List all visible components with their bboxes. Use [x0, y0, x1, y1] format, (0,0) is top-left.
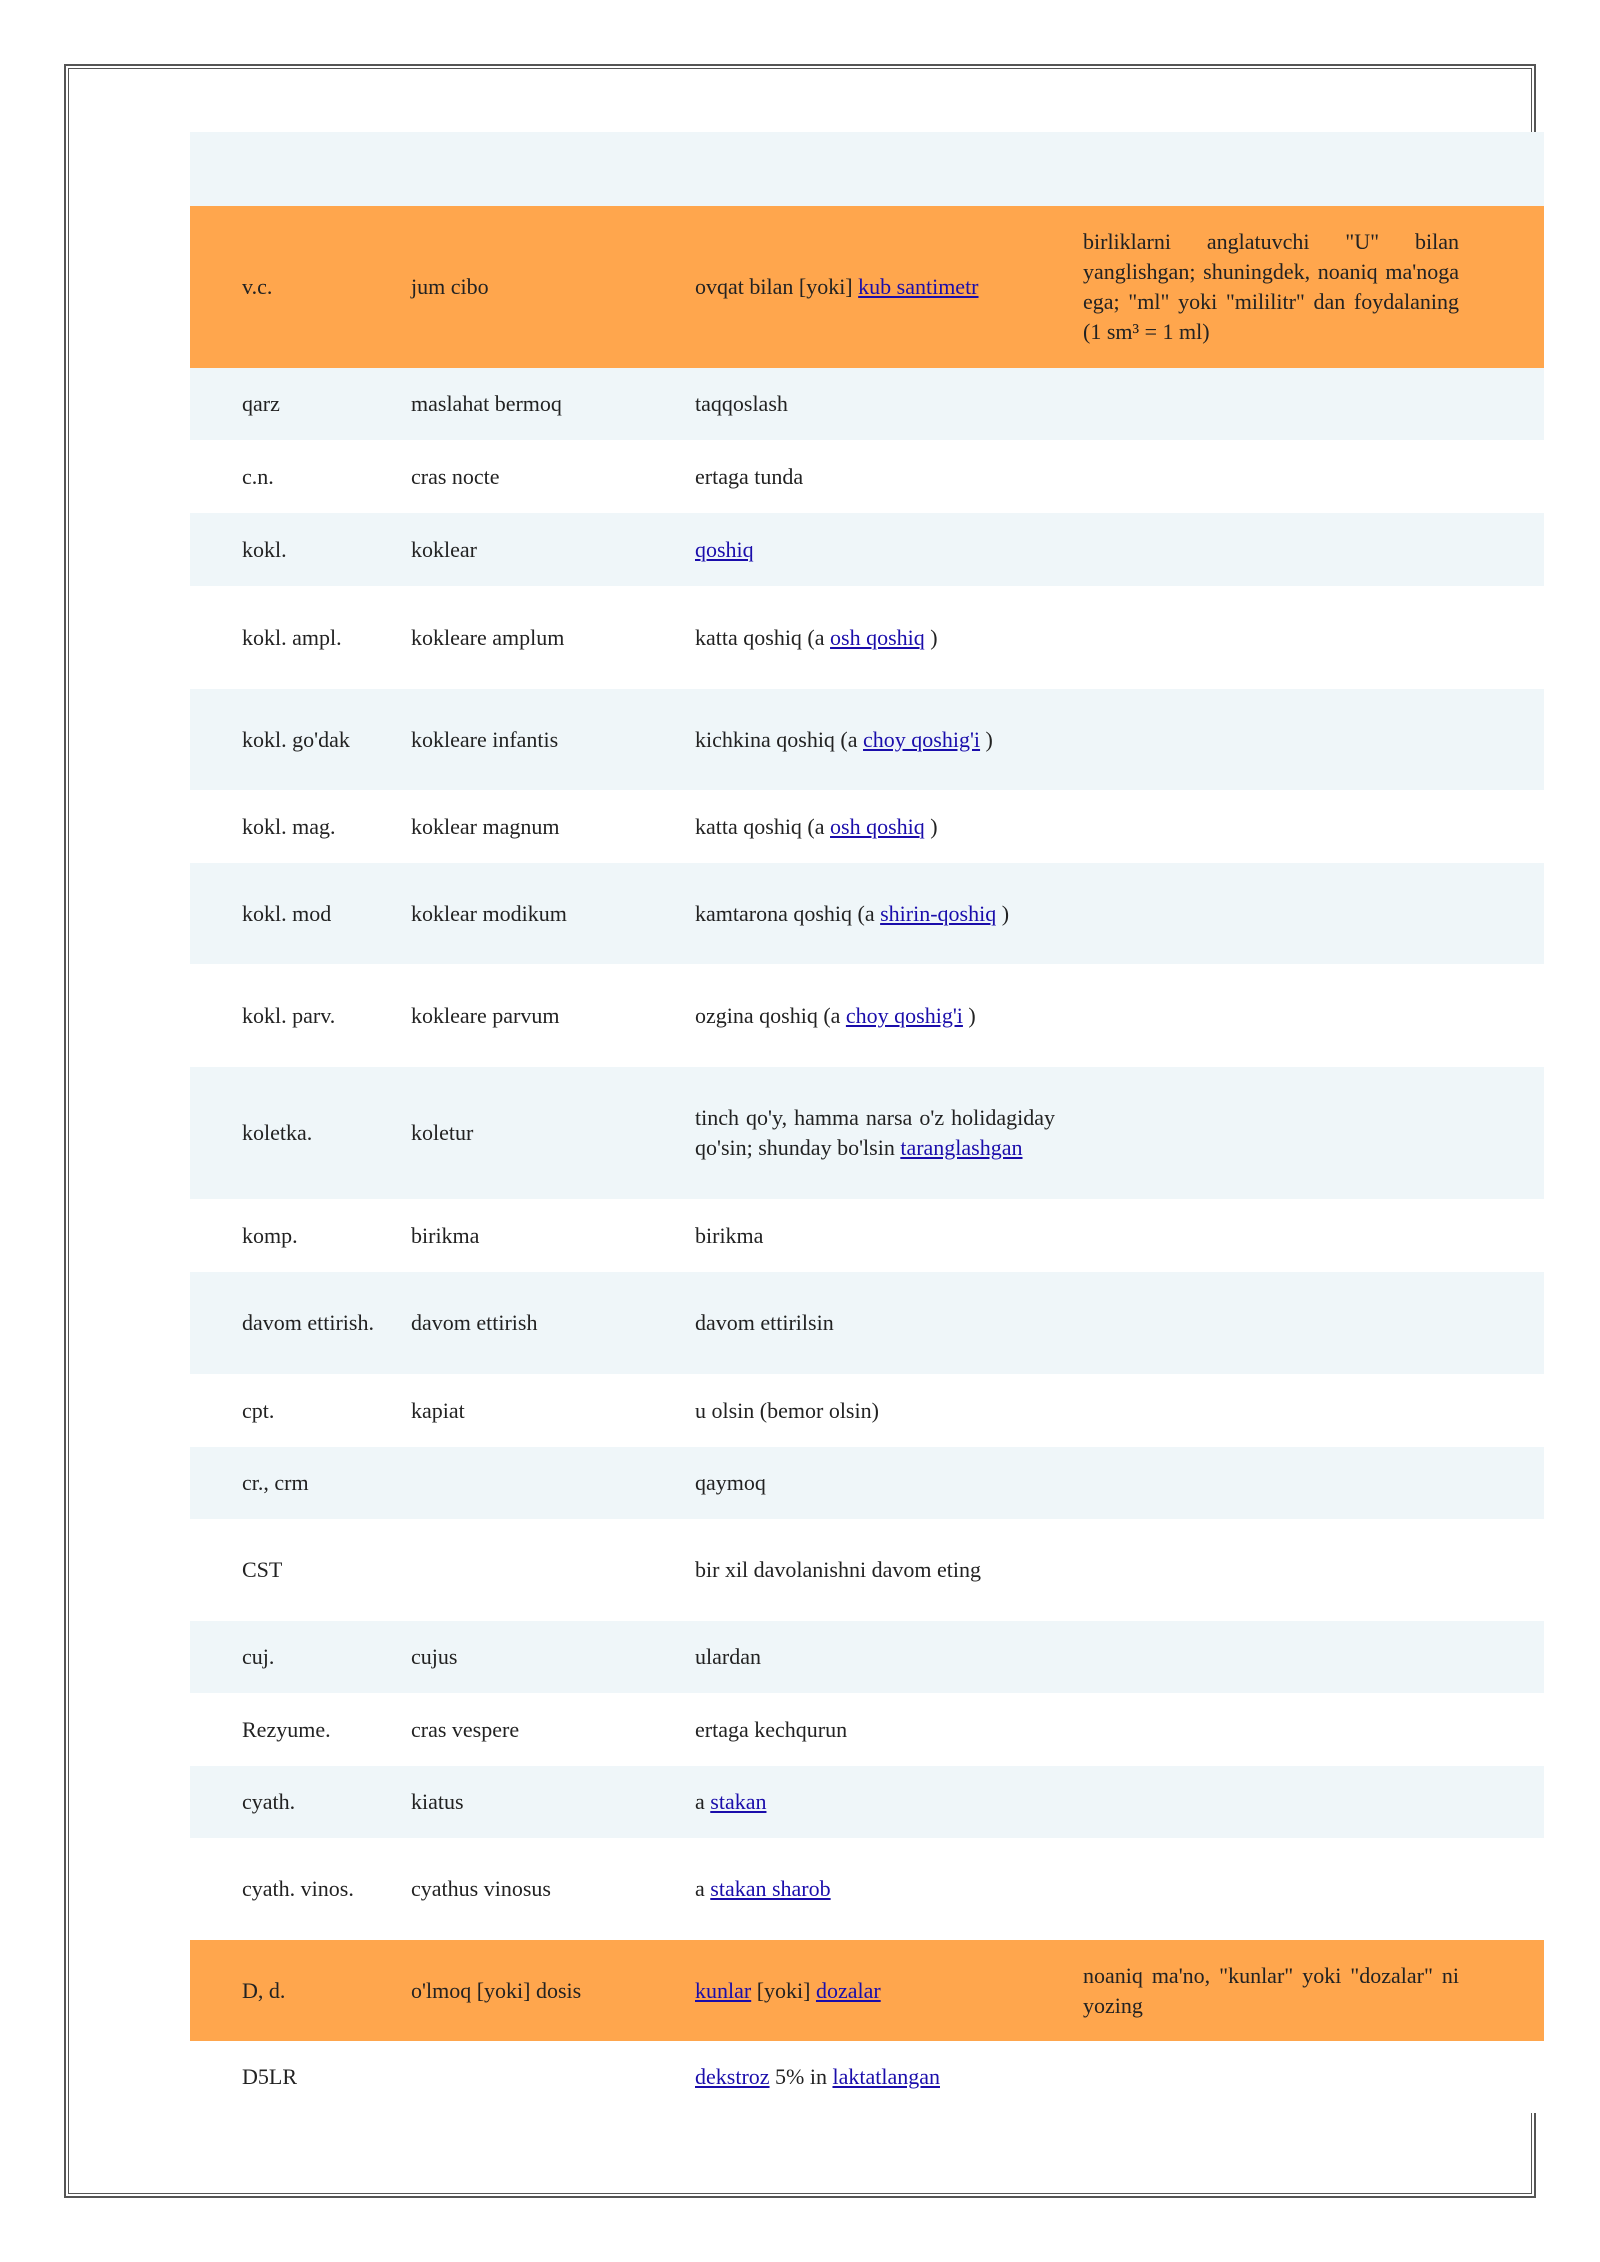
abbreviation-cell: cpt.: [242, 1397, 275, 1423]
abbreviation-cell: kokl. parv.: [242, 1002, 336, 1028]
spacer-cell: [1473, 964, 1544, 1067]
table-row: [190, 1519, 1544, 1621]
meaning-cell: [681, 2041, 1069, 2113]
note-cell: [1069, 1067, 1473, 1199]
meaning-text: ): [924, 813, 938, 839]
meaning-cell: [681, 964, 1069, 1067]
note-cell: [1069, 790, 1473, 863]
term-link[interactable]: kub santimetr: [858, 274, 979, 299]
table-row: [190, 689, 1544, 790]
spacer-cell: [1473, 513, 1544, 586]
spacer-cell: [1473, 132, 1544, 206]
spacer-cell: [1473, 206, 1544, 368]
spacer-cell: [1473, 1067, 1544, 1199]
spacer-cell: [1473, 1766, 1544, 1838]
latin-cell: [397, 132, 681, 206]
meaning-cell: [681, 1067, 1069, 1199]
abbreviation-cell: kokl. mod: [242, 900, 332, 926]
meaning-text: katta qoshiq (a: [695, 813, 831, 839]
term-link[interactable]: laktatlangan: [832, 2064, 940, 2089]
latin-cell: koklear modikum: [411, 900, 567, 926]
spacer-cell: [1473, 1838, 1544, 1940]
table-row: [190, 1272, 1544, 1374]
note-cell: [1069, 132, 1473, 206]
meaning-cell: [681, 1272, 1069, 1374]
note-cell: [1069, 1766, 1473, 1838]
meaning-cell: [681, 1838, 1069, 1940]
meaning-cell: [681, 689, 1069, 790]
term-link[interactable]: dekstroz: [695, 2064, 770, 2089]
spacer-cell: [1473, 1447, 1544, 1519]
meaning-text: ertaga kechqurun: [695, 1716, 848, 1742]
latin-cell: davom ettirish: [411, 1310, 538, 1335]
table-row: [190, 1838, 1544, 1940]
table-row: [190, 586, 1544, 689]
meaning-text: ): [924, 624, 938, 650]
table-row: [190, 440, 1544, 513]
abbreviation-cell: komp.: [242, 1222, 298, 1248]
table-row: [190, 1766, 1544, 1838]
latin-cell: birikma: [411, 1222, 480, 1248]
term-link[interactable]: taranglashgan: [900, 1135, 1023, 1160]
meaning-cell: [681, 1621, 1069, 1693]
latin-cell: cras vespere: [411, 1716, 520, 1742]
abbreviation-cell: CST: [242, 1557, 283, 1582]
meaning-text: qaymoq: [695, 1470, 766, 1495]
meaning-text: [yoki]: [751, 1977, 816, 2003]
note-cell: noaniq ma'no, "kunlar" yoki "dozalar" ni yozing: [1083, 1962, 1459, 2018]
meaning-cell: [681, 1693, 1069, 1766]
term-link[interactable]: osh qoshiq: [830, 624, 925, 650]
meaning-text: a: [695, 1876, 711, 1901]
spacer-cell: [1473, 1621, 1544, 1693]
abbreviation-cell: kokl. mag.: [242, 813, 336, 839]
abbreviation-cell: cuj.: [242, 1644, 275, 1669]
spacer-cell: [1473, 1519, 1544, 1621]
meaning-text: kamtarona qoshiq (a: [695, 900, 881, 926]
latin-cell: maslahat bermoq: [411, 391, 562, 416]
note-cell: [1069, 586, 1473, 689]
latin-cell: [397, 2041, 681, 2113]
note-cell: [1069, 1838, 1473, 1940]
meaning-cell: [681, 513, 1069, 586]
latin-cell: kiatus: [411, 1789, 464, 1814]
note-cell: [1069, 368, 1473, 440]
latin-cell: cras nocte: [411, 463, 500, 489]
note-cell: [1069, 1447, 1473, 1519]
note-cell: [1069, 440, 1473, 513]
abbreviations-table: [190, 132, 1544, 2113]
meaning-text: ertaga tunda: [695, 463, 804, 489]
meaning-cell: [681, 206, 1069, 368]
latin-cell: koletur: [411, 1120, 474, 1145]
meaning-text: ): [980, 726, 993, 752]
meaning-cell: [681, 1199, 1069, 1272]
meaning-text: ): [996, 900, 1010, 926]
latin-cell: kapiat: [411, 1397, 465, 1423]
latin-cell: koklear: [411, 536, 477, 562]
table-row: [190, 1447, 1544, 1519]
note-cell: [1069, 1272, 1473, 1374]
note-cell: [1069, 513, 1473, 586]
spacer-cell: [1473, 368, 1544, 440]
spacer-cell: [1473, 586, 1544, 689]
meaning-cell: [681, 368, 1069, 440]
abbreviation-cell: davom ettirish.: [242, 1310, 374, 1335]
meaning-text: ulardan: [695, 1644, 761, 1669]
spacer-cell: [1473, 2041, 1544, 2113]
latin-cell: [397, 1447, 681, 1519]
spacer-cell: [1473, 689, 1544, 790]
abbreviation-cell: kokl.: [242, 536, 287, 562]
latin-cell: koklear magnum: [411, 813, 560, 839]
term-link[interactable]: choy qoshig'i: [845, 1002, 963, 1028]
abbreviation-cell: [190, 132, 397, 206]
meaning-cell: [681, 1940, 1069, 2041]
meaning-text: birikma: [695, 1222, 764, 1248]
meaning-text: kichkina qoshiq (a: [695, 726, 864, 752]
term-link[interactable]: dozalar: [815, 1977, 881, 2003]
spacer-cell: [1473, 1374, 1544, 1447]
abbreviation-cell: koletka.: [242, 1120, 313, 1145]
table-row: [190, 513, 1544, 586]
abbreviation-cell: D, d.: [242, 1977, 286, 2003]
spacer-cell: [1473, 1940, 1544, 2041]
latin-cell: [397, 1519, 681, 1621]
meaning-text: davom ettirilsin: [695, 1310, 834, 1335]
latin-cell: kokleare infantis: [411, 726, 559, 752]
latin-cell: jum cibo: [411, 274, 489, 299]
note-cell: [1069, 689, 1473, 790]
abbreviation-cell: cyath.: [242, 1789, 296, 1814]
meaning-cell: [681, 1519, 1069, 1621]
meaning-cell: [681, 790, 1069, 863]
table-row: [190, 1067, 1544, 1199]
table-row-warning: [190, 1940, 1544, 2041]
abbreviation-cell: c.n.: [242, 463, 274, 489]
abbreviation-cell: kokl. go'dak: [242, 726, 350, 752]
meaning-text: u olsin (bemor olsin): [695, 1397, 879, 1423]
abbreviation-cell: cr., crm: [242, 1470, 309, 1495]
meaning-cell: [681, 1374, 1069, 1447]
meaning-text: katta qoshiq (a: [695, 624, 831, 650]
note-cell: [1069, 1519, 1473, 1621]
table-row: [190, 964, 1544, 1067]
term-link[interactable]: choy qoshig'i: [863, 726, 981, 752]
spacer-cell: [1473, 1693, 1544, 1766]
table-row: [190, 2041, 1544, 2113]
meaning-cell: [681, 863, 1069, 964]
meaning-cell: [681, 1766, 1069, 1838]
spacer-cell: [1473, 1272, 1544, 1374]
table-row: [190, 132, 1544, 206]
term-link[interactable]: shirin-qoshiq: [880, 900, 997, 926]
table-row: [190, 790, 1544, 863]
table-row: [190, 368, 1544, 440]
meaning-text: bir xil davolanishni davom eting: [695, 1557, 981, 1582]
meaning-text: a: [695, 1789, 711, 1814]
table-row: [190, 1199, 1544, 1272]
note-cell: [1069, 1374, 1473, 1447]
note-cell: [1069, 1693, 1473, 1766]
meaning-text: taqqoslash: [695, 391, 788, 416]
meaning-text: tinch qo'y, hamma narsa o'z holidagiday qo'sin; shunday bo'lsin: [695, 1105, 1055, 1160]
latin-cell: kokleare amplum: [411, 624, 565, 650]
note-cell: birliklarni anglatuvchi "U" bilan yanglishgan; shuningdek, noaniq ma'noga ega; "ml" yoki "mililitr" dan foydalaning (1 sm³ = 1 ml): [1083, 229, 1459, 344]
term-link[interactable]: stakan: [710, 1789, 767, 1814]
meaning-cell: [681, 440, 1069, 513]
meaning-text: 5% in: [769, 2064, 833, 2089]
meaning-text: ozgina qoshiq (a: [695, 1002, 846, 1028]
abbreviation-cell: v.c.: [242, 274, 273, 299]
table-row-warning: [190, 206, 1544, 368]
spacer-cell: [1473, 863, 1544, 964]
meaning-cell: [681, 586, 1069, 689]
term-link[interactable]: qoshiq: [695, 536, 754, 562]
latin-cell: cyathus vinosus: [411, 1876, 551, 1901]
note-cell: [1069, 1199, 1473, 1272]
table-row: [190, 1621, 1544, 1693]
abbreviation-cell: D5LR: [242, 2064, 297, 2089]
abbreviation-cell: kokl. ampl.: [242, 624, 342, 650]
term-link[interactable]: kunlar: [695, 1977, 752, 2003]
latin-cell: cujus: [411, 1644, 458, 1669]
term-link[interactable]: osh qoshiq: [830, 813, 925, 839]
abbreviation-cell: cyath. vinos.: [242, 1876, 354, 1901]
note-cell: [1069, 1621, 1473, 1693]
meaning-cell: [681, 132, 1069, 206]
spacer-cell: [1473, 1199, 1544, 1272]
meaning-text: ovqat bilan [yoki]: [695, 274, 859, 299]
latin-cell: o'lmoq [yoki] dosis: [411, 1977, 582, 2003]
abbreviation-cell: qarz: [242, 391, 280, 416]
term-link[interactable]: stakan sharob: [710, 1876, 831, 1901]
meaning-text: ): [962, 1002, 976, 1028]
note-cell: [1069, 2041, 1473, 2113]
table-row: [190, 1693, 1544, 1766]
spacer-cell: [1473, 790, 1544, 863]
spacer-cell: [1473, 440, 1544, 513]
table-row: [190, 863, 1544, 964]
note-cell: [1069, 863, 1473, 964]
note-cell: [1069, 964, 1473, 1067]
table-row: [190, 1374, 1544, 1447]
meaning-cell: [681, 1447, 1069, 1519]
latin-cell: kokleare parvum: [411, 1002, 560, 1028]
abbreviation-cell: Rezyume.: [242, 1716, 331, 1742]
